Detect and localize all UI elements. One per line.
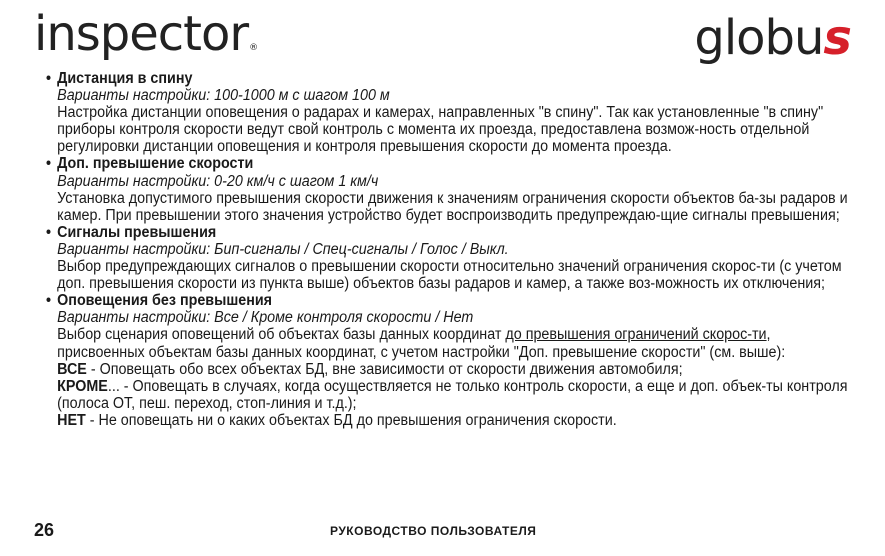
footer-title: РУКОВОДСТВО ПОЛЬЗОВАТЕЛЯ (330, 524, 537, 538)
section-extra-speed: • Доп. превышение скорости Варианты настройки: 0-20 км/ч с шагом 1 км/ч Установка допустимого превышения скорости движения к значениям ограничения скорости объектов ба-зы радаров и камер. При превышении этого значения устройство будет воспроизводить предупреждаю-щие сигналы превышения; (46, 155, 858, 223)
manual-content (46, 70, 858, 429)
section-options: Варианты настройки: Все / Кроме контроля скорости / Нет (57, 309, 474, 327)
inspector-logo: inspector® (34, 6, 258, 62)
option-entry: КРОМЕ... - Оповещать в случаях, когда осуществляется не только контроль скорости, а еще и доп. объек-ты контроля (полоса ОТ, пеш. переход, стоп-линия и т.д.); (57, 377, 848, 412)
section-title: Дистанция в спину (57, 70, 193, 87)
section-options: Варианты настройки: Бип-сигналы / Спец-сигналы / Голос / Выкл. (57, 240, 509, 258)
section-description: Настройка дистанции оповещения о радарах и камерах, направленных "в спину". Так как установленные "в спину" приборы контроля скорости ведут свой контроль с момента их проезда, предоставлена возмож-ность отдельной регулировки дистанции оповещения и контроля превышения скорости до момента проезда. (57, 104, 824, 156)
section-title: Оповещения без превышения (57, 292, 273, 310)
globus-logo: globus (694, 10, 851, 66)
section-speed-signals: • Сигналы превышения Варианты настройки: Бип-сигналы / Спец-сигналы / Голос / Выкл. Выбор предупреждающих сигналов о превышении скорости относительно значений ограничения скорос-ти (с учетом доп. превышения скорости из пункта выше) объектов базы радаров и камер, а также воз-можность их отключения; (46, 224, 858, 292)
section-title: Доп. превышение скорости (57, 155, 254, 173)
section-back-distance: • Дистанция в спину Варианты настройки: 100-1000 м с шагом 100 м Настройка дистанции оповещения о радарах и камерах, направленных "в спину". Так как установленные "в спину" приборы контроля скорости ведут свой контроль с момента их проезда, предоставлена возмож-ность отдельной регулировки дистанции оповещения и контроля превышения скорости до момента проезда. (46, 70, 858, 155)
section-title: Сигналы превышения (57, 223, 217, 241)
page-number: 26 (34, 520, 55, 540)
section-description: Установка допустимого превышения скорости движения к значениям ограничения скорости объектов ба-зы радаров и камер. При превышении этого значения устройство будет воспроизводить предупреждаю-щие сигналы превышения; (57, 189, 848, 224)
option-entry: НЕТ - Не оповещать ни о каких объектах БД до превышения ограничения скорости. (57, 411, 617, 429)
section-options: Варианты настройки: 100-1000 м с шагом 100 м (57, 87, 390, 105)
option-entry: ВСЕ - Оповещать обо всех объектах БД, вне зависимости от скорости движения автомобиля; (57, 360, 683, 378)
section-options: Варианты настройки: 0-20 км/ч с шагом 1 км/ч (57, 172, 379, 190)
section-description: Выбор предупреждающих сигналов о превышении скорости относительно значений ограничения скорос-ти (с учетом доп. превышения скорости из пункта выше) объектов базы радаров и камер, а также воз-можность их отключения; (57, 258, 842, 293)
section-description: Выбор сценария оповещений об объектах базы данных координат до превышения ограничений скорос-ти, присвоенных объектам базы данных координат, с учетом настройки "Доп. превышение скорости" (см. выше): (57, 326, 786, 361)
section-alerts-no-speeding: • Оповещения без превышения Варианты настройки: Все / Кроме контроля скорости / Нет Выбор сценария оповещений об объектах базы данных координат до превышения ограничений скорос-ти, присвоенных объектам базы данных координат, с учетом настройки "Доп. превышение скорости" (см. выше): ВСЕ - Оповещать обо всех объектах БД, вне зависимости от скорости движения автомобиля; КРОМЕ... - Оповещать в случаях, когда осуществляется не только контроль скорости, а еще и доп. объек-ты контроля (полоса ОТ, пеш. переход, стоп-линия и т.д.); НЕТ - Не оповещать ни о каких объектах БД до превышения ограничения скорости. (46, 292, 858, 429)
